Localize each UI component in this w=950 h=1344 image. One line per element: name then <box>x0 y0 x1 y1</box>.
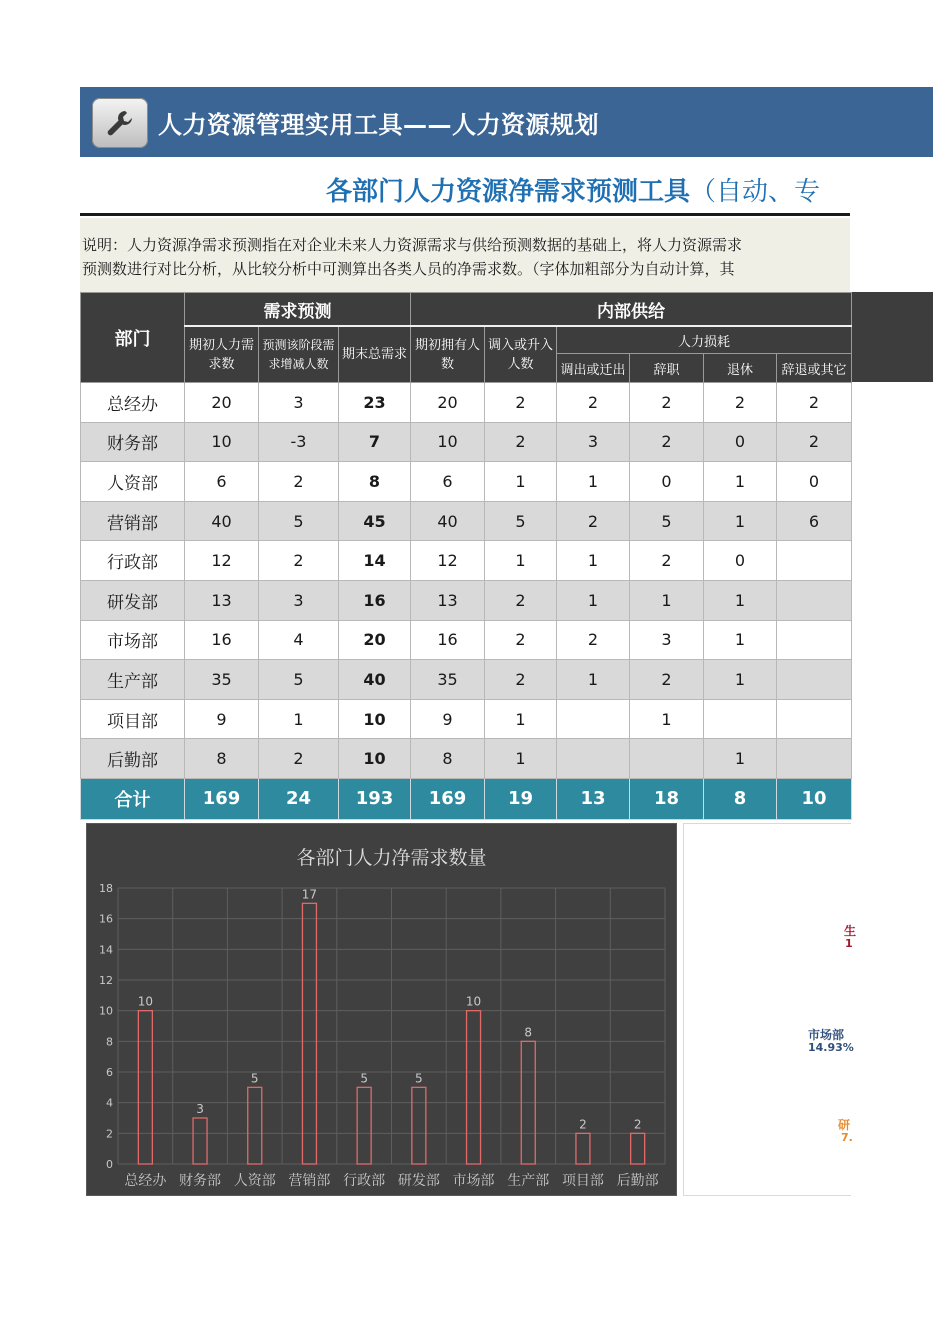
value-cell: 2 <box>557 383 630 423</box>
value-cell <box>777 660 852 700</box>
value-cell: 2 <box>704 383 777 423</box>
value-cell: 8 <box>339 462 411 502</box>
value-cell: 1 <box>557 541 630 581</box>
value-cell: 8 <box>185 739 259 779</box>
value-cell: 2 <box>630 422 704 462</box>
value-cell: 5 <box>485 501 557 541</box>
total-cell: 24 <box>259 778 339 819</box>
value-cell: 2 <box>485 580 557 620</box>
value-cell: 2 <box>485 660 557 700</box>
value-cell: 2 <box>557 620 630 660</box>
value-cell: 2 <box>630 383 704 423</box>
subtitle-rest: （自动、专 <box>690 177 821 207</box>
y-tick-label: 18 <box>99 882 113 895</box>
x-tick-label: 人资部 <box>233 1173 276 1189</box>
bar <box>467 1011 481 1164</box>
col-header: 期初人力需求数 <box>185 326 259 383</box>
pie-label: 研 <box>838 1118 851 1132</box>
col-header: 预测该阶段需求增减人数 <box>259 326 339 383</box>
data-label: 5 <box>415 1071 423 1086</box>
value-cell: 20 <box>411 383 485 423</box>
table-row <box>81 541 852 581</box>
value-cell: 9 <box>185 699 259 739</box>
dept-header: 部门 <box>81 293 185 383</box>
subtitle-main: 各部门人力资源净需求预测工具 <box>326 177 691 207</box>
data-label: 2 <box>633 1117 642 1132</box>
table-row <box>81 699 852 739</box>
col-header: 期初拥有人数 <box>411 326 485 383</box>
value-cell: 1 <box>485 541 557 581</box>
value-cell: 1 <box>485 462 557 502</box>
x-tick-label: 生产部 <box>507 1173 550 1189</box>
total-label: 合计 <box>81 778 185 819</box>
bar <box>576 1133 590 1164</box>
x-tick-label: 营销部 <box>288 1173 331 1189</box>
pie-label: 生 <box>844 924 857 938</box>
data-label: 5 <box>250 1071 259 1086</box>
value-cell: 2 <box>485 422 557 462</box>
total-cell: 19 <box>485 778 557 819</box>
data-label: 17 <box>301 887 318 902</box>
data-label: 3 <box>196 1102 204 1116</box>
data-label: 2 <box>579 1117 587 1132</box>
dept-cell: 研发部 <box>81 580 185 620</box>
value-cell: 10 <box>339 699 411 739</box>
value-cell: 10 <box>411 422 485 462</box>
col-header: 退休 <box>704 354 777 383</box>
value-cell: 13 <box>185 580 259 620</box>
y-tick-label: 16 <box>99 912 113 926</box>
description-line-2: 预测数进行对比分析，从比较分析中可测算出各类人员的净需求数。（字体加粗部分为自动计算，其 <box>82 260 735 278</box>
value-cell: 0 <box>704 541 777 581</box>
dept-cell: 生产部 <box>81 660 185 700</box>
value-cell: 16 <box>339 580 411 620</box>
value-cell: 1 <box>557 580 630 620</box>
value-cell: 5 <box>630 501 704 541</box>
value-cell: 2 <box>630 541 704 581</box>
y-tick-label: 14 <box>99 943 113 957</box>
value-cell: 5 <box>259 660 339 700</box>
value-cell: 2 <box>259 739 339 779</box>
value-cell <box>777 580 852 620</box>
value-cell: 2 <box>777 422 852 462</box>
x-tick-label: 研发部 <box>397 1173 440 1189</box>
y-tick-label: 6 <box>106 1066 113 1079</box>
value-cell: 1 <box>557 660 630 700</box>
value-cell: 10 <box>339 739 411 779</box>
value-cell: 2 <box>259 462 339 502</box>
supply-group-header: 内部供给 <box>411 293 852 327</box>
value-cell: 1 <box>630 699 704 739</box>
pie-pct: 14.93% <box>808 1041 854 1054</box>
dept-cell: 行政部 <box>81 541 185 581</box>
value-cell: 4 <box>259 620 339 660</box>
table-row <box>81 383 852 423</box>
value-cell: 6 <box>777 501 852 541</box>
value-cell: 16 <box>185 620 259 660</box>
table-row <box>81 620 852 660</box>
value-cell <box>704 699 777 739</box>
value-cell: 7 <box>339 422 411 462</box>
bar <box>302 903 316 1164</box>
data-label: 5 <box>360 1071 368 1086</box>
col-header: 期末总需求 <box>339 326 411 383</box>
value-cell: 12 <box>185 541 259 581</box>
bar <box>248 1087 262 1164</box>
total-cell: 10 <box>777 778 852 819</box>
value-cell: 1 <box>704 580 777 620</box>
value-cell <box>777 699 852 739</box>
value-cell <box>777 541 852 581</box>
value-cell: 13 <box>411 580 485 620</box>
y-tick-label: 12 <box>99 974 113 987</box>
value-cell: 3 <box>557 422 630 462</box>
value-cell: 5 <box>259 501 339 541</box>
value-cell <box>557 739 630 779</box>
wrench-icon <box>92 98 148 148</box>
header-banner <box>80 87 933 157</box>
table-row <box>81 580 852 620</box>
dept-cell: 市场部 <box>81 620 185 660</box>
dept-cell: 财务部 <box>81 422 185 462</box>
table-row <box>81 462 852 502</box>
table-row <box>81 422 852 462</box>
dept-cell: 人资部 <box>81 462 185 502</box>
value-cell <box>557 699 630 739</box>
total-cell: 169 <box>411 778 485 819</box>
value-cell: 3 <box>630 620 704 660</box>
value-cell: 3 <box>259 383 339 423</box>
col-header: 辞退或其它 <box>777 354 852 383</box>
col-header: 调出或迁出 <box>557 354 630 383</box>
value-cell: 8 <box>411 739 485 779</box>
dept-cell: 营销部 <box>81 501 185 541</box>
value-cell: 35 <box>185 660 259 700</box>
value-cell: 1 <box>485 699 557 739</box>
value-cell <box>777 739 852 779</box>
value-cell: 20 <box>185 383 259 423</box>
pie-pct: 7. <box>841 1131 853 1144</box>
x-tick-label: 行政部 <box>343 1173 386 1189</box>
y-tick-label: 8 <box>106 1035 113 1049</box>
pie-pct: 1 <box>845 937 853 950</box>
dept-cell: 后勤部 <box>81 739 185 779</box>
net-demand-bar-chart <box>86 823 677 1196</box>
page-subtitle <box>80 163 850 216</box>
x-tick-label: 后勤部 <box>616 1173 659 1189</box>
x-tick-label: 财务部 <box>179 1173 222 1189</box>
x-tick-label: 项目部 <box>561 1173 604 1189</box>
description-box <box>80 218 850 292</box>
value-cell: 6 <box>411 462 485 502</box>
value-cell: 40 <box>185 501 259 541</box>
value-cell: 1 <box>485 739 557 779</box>
value-cell: 2 <box>777 383 852 423</box>
table-row <box>81 501 852 541</box>
value-cell: 1 <box>704 620 777 660</box>
dept-cell: 总经办 <box>81 383 185 423</box>
value-cell: 1 <box>704 660 777 700</box>
demand-group-header: 需求预测 <box>185 293 411 327</box>
value-cell: 20 <box>339 620 411 660</box>
value-cell: 1 <box>557 462 630 502</box>
data-label: 10 <box>465 994 482 1009</box>
data-label: 8 <box>524 1025 533 1040</box>
total-cell: 13 <box>557 778 630 819</box>
chart-title: 各部门人力净需求数量 <box>296 847 487 869</box>
header-strip <box>850 292 933 382</box>
value-cell: 2 <box>259 541 339 581</box>
value-cell: 35 <box>411 660 485 700</box>
value-cell: 0 <box>630 462 704 502</box>
y-tick-label: 4 <box>106 1096 113 1110</box>
value-cell <box>777 620 852 660</box>
value-cell <box>630 739 704 779</box>
value-cell: 2 <box>557 501 630 541</box>
value-cell: 1 <box>704 501 777 541</box>
total-cell: 8 <box>704 778 777 819</box>
value-cell: 2 <box>485 383 557 423</box>
value-cell: 45 <box>339 501 411 541</box>
value-cell: 12 <box>411 541 485 581</box>
value-cell: 1 <box>704 739 777 779</box>
dept-cell: 项目部 <box>81 699 185 739</box>
total-cell: 18 <box>630 778 704 819</box>
value-cell: 1 <box>259 699 339 739</box>
value-cell: 23 <box>339 383 411 423</box>
value-cell: 40 <box>411 501 485 541</box>
dept-share-pie-chart <box>683 823 857 1196</box>
value-cell: 0 <box>777 462 852 502</box>
value-cell: 1 <box>704 462 777 502</box>
value-cell: 40 <box>339 660 411 700</box>
description-line-1: 说明：人力资源净需求预测指在对企业未来人力资源需求与供给预测数据的基础上，将人力资源需求 <box>82 236 743 254</box>
bar <box>357 1087 371 1164</box>
value-cell: 2 <box>630 660 704 700</box>
value-cell: 3 <box>259 580 339 620</box>
value-cell: 1 <box>630 580 704 620</box>
col-header: 辞职 <box>630 354 704 383</box>
y-tick-label: 0 <box>106 1158 113 1171</box>
loss-group-header: 人力损耗 <box>557 326 852 354</box>
app-title: 人力资源管理实用工具——人力资源规划 <box>158 111 599 139</box>
data-label: 10 <box>137 994 153 1009</box>
value-cell: 10 <box>185 422 259 462</box>
y-tick-label: 10 <box>99 1004 113 1018</box>
total-cell: 193 <box>339 778 411 819</box>
value-cell: 16 <box>411 620 485 660</box>
value-cell: 14 <box>339 541 411 581</box>
y-tick-label: 2 <box>106 1127 113 1141</box>
x-tick-label: 市场部 <box>452 1173 495 1189</box>
pie-label: 市场部 <box>808 1028 845 1042</box>
value-cell: 0 <box>704 422 777 462</box>
table-row <box>81 739 852 779</box>
value-cell: 2 <box>485 620 557 660</box>
forecast-table <box>80 292 850 817</box>
bar <box>412 1087 426 1164</box>
bar <box>193 1118 207 1164</box>
value-cell: -3 <box>259 422 339 462</box>
bar <box>138 1011 152 1164</box>
value-cell: 9 <box>411 699 485 739</box>
col-header: 调入或升入人数 <box>485 326 557 383</box>
x-tick-label: 总经办 <box>124 1173 167 1189</box>
total-row <box>81 778 852 819</box>
bar <box>631 1133 645 1164</box>
table-row <box>81 660 852 700</box>
total-cell: 169 <box>185 778 259 819</box>
value-cell: 6 <box>185 462 259 502</box>
